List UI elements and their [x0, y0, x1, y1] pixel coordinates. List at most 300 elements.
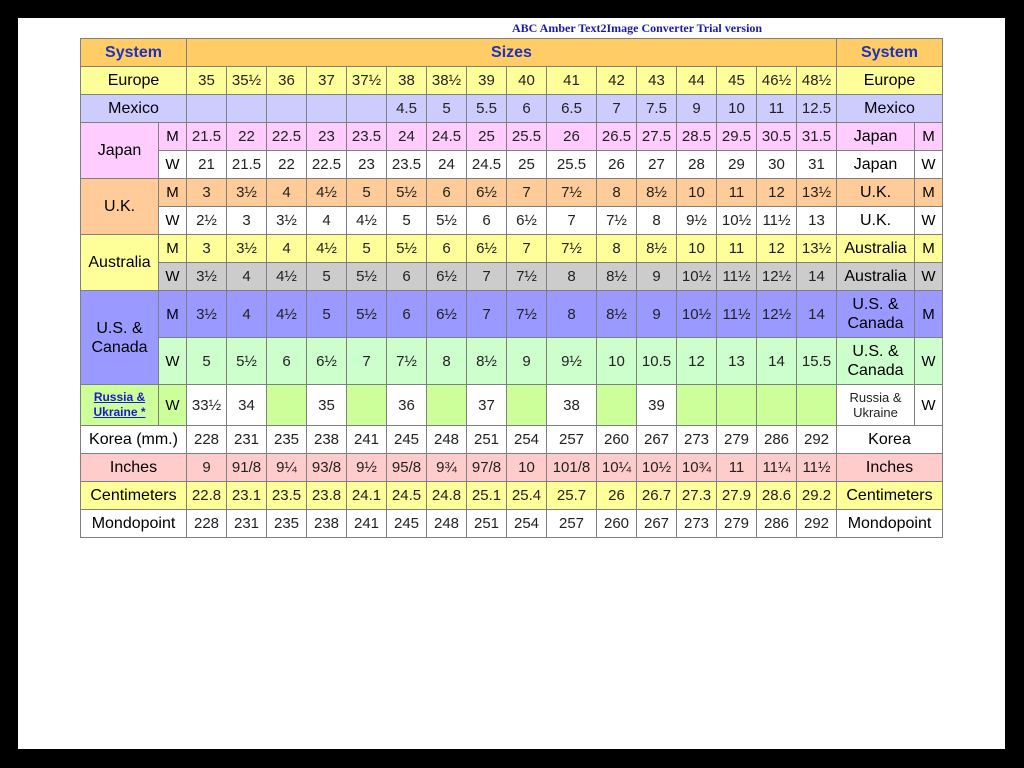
size-cell: 22.5 — [307, 151, 347, 179]
size-cell — [597, 385, 637, 426]
size-cell: 3½ — [227, 179, 267, 207]
size-cell: 286 — [757, 510, 797, 538]
size-cell: 40 — [507, 67, 547, 95]
size-cell: 267 — [637, 510, 677, 538]
size-cell: 10 — [677, 235, 717, 263]
size-cell: 39 — [637, 385, 677, 426]
table-row — [81, 385, 943, 426]
size-cell: 235 — [267, 510, 307, 538]
size-cell: 8 — [547, 291, 597, 338]
size-cell: 11 — [757, 95, 797, 123]
size-cell: 25.5 — [507, 123, 547, 151]
size-cell: 26.7 — [637, 482, 677, 510]
size-cell: 7½ — [387, 338, 427, 385]
size-cell: 25.4 — [507, 482, 547, 510]
size-cell — [677, 385, 717, 426]
size-cell — [717, 385, 757, 426]
size-cell: 11¼ — [757, 454, 797, 482]
gender-mark-m-right: M — [915, 235, 943, 263]
size-cell: 260 — [597, 426, 637, 454]
size-cell: 251 — [467, 426, 507, 454]
size-cell: 8½ — [637, 235, 677, 263]
row-label-mexico-right: Mexico — [837, 95, 943, 123]
size-cell: 279 — [717, 426, 757, 454]
size-cell: 44 — [677, 67, 717, 95]
size-cell: 228 — [187, 510, 227, 538]
size-cell: 6 — [507, 95, 547, 123]
size-cell: 254 — [507, 426, 547, 454]
row-label-europe-right: Europe — [837, 67, 943, 95]
size-cell: 5½ — [227, 338, 267, 385]
size-cell: 251 — [467, 510, 507, 538]
size-cell: 35 — [307, 385, 347, 426]
size-cell: 8½ — [637, 179, 677, 207]
size-cell: 26.5 — [597, 123, 637, 151]
size-cell: 7 — [507, 179, 547, 207]
size-cell — [507, 385, 547, 426]
size-cell: 5½ — [387, 179, 427, 207]
size-cell: 39 — [467, 67, 507, 95]
size-cell: 33½ — [187, 385, 227, 426]
size-cell: 10¾ — [677, 454, 717, 482]
size-cell: 31.5 — [797, 123, 837, 151]
size-cell: 3 — [187, 179, 227, 207]
row-label-uk-right: U.K. — [837, 207, 915, 235]
size-cell: 231 — [227, 510, 267, 538]
size-cell: 30.5 — [757, 123, 797, 151]
size-cell: 7 — [597, 95, 637, 123]
size-cell: 257 — [547, 426, 597, 454]
size-cell: 25 — [467, 123, 507, 151]
row-label-korea-right: Korea — [837, 426, 943, 454]
size-cell: 11 — [717, 235, 757, 263]
row-label-inches-right: Inches — [837, 454, 943, 482]
size-cell: 21.5 — [227, 151, 267, 179]
row-label-japan: Japan — [81, 123, 159, 179]
size-cell: 6½ — [507, 207, 547, 235]
size-cell: 5 — [307, 291, 347, 338]
size-cell: 13½ — [797, 235, 837, 263]
size-cell: 292 — [797, 510, 837, 538]
gender-mark-m: M — [159, 179, 187, 207]
size-cell: 7½ — [547, 179, 597, 207]
row-label-us-right: U.S. & Canada — [837, 338, 915, 385]
size-cell: 23 — [307, 123, 347, 151]
size-cell: 2½ — [187, 207, 227, 235]
size-cell: 93/8 — [307, 454, 347, 482]
size-cell: 37 — [467, 385, 507, 426]
table-row — [81, 39, 943, 67]
size-cell: 5½ — [427, 207, 467, 235]
size-cell: 5 — [347, 235, 387, 263]
size-cell: 6 — [387, 263, 427, 291]
size-cell: 12.5 — [797, 95, 837, 123]
size-cell: 24.5 — [387, 482, 427, 510]
size-cell: 24 — [427, 151, 467, 179]
size-cell: 9 — [677, 95, 717, 123]
size-cell: 14 — [797, 291, 837, 338]
size-cell: 12 — [757, 179, 797, 207]
gender-mark-w-right: W — [915, 207, 943, 235]
size-cell: 28 — [677, 151, 717, 179]
size-cell: 26 — [597, 482, 637, 510]
size-cell: 91/8 — [227, 454, 267, 482]
size-cell: 13 — [717, 338, 757, 385]
size-cell: 7½ — [547, 235, 597, 263]
table-row — [81, 510, 943, 538]
size-cell — [267, 385, 307, 426]
size-cell: 24.8 — [427, 482, 467, 510]
row-label-korea: Korea (mm.) — [81, 426, 187, 454]
size-cell: 11½ — [717, 263, 757, 291]
size-cell: 23.8 — [307, 482, 347, 510]
size-cell: 5 — [187, 338, 227, 385]
size-cell: 6 — [427, 235, 467, 263]
size-cell: 37 — [307, 67, 347, 95]
size-cell: 28.6 — [757, 482, 797, 510]
row-label-mexico: Mexico — [81, 95, 187, 123]
size-cell: 5½ — [387, 235, 427, 263]
size-cell: 3½ — [227, 235, 267, 263]
size-cell: 5 — [387, 207, 427, 235]
row-label-mondopoint: Mondopoint — [81, 510, 187, 538]
size-cell: 9½ — [547, 338, 597, 385]
size-cell: 7½ — [507, 291, 547, 338]
header-sizes: Sizes — [187, 39, 837, 67]
size-cell: 24.1 — [347, 482, 387, 510]
size-cell: 4½ — [267, 263, 307, 291]
row-label-uk-right: U.K. — [837, 179, 915, 207]
size-cell: 10 — [717, 95, 757, 123]
size-cell: 101/8 — [547, 454, 597, 482]
size-cell: 12 — [677, 338, 717, 385]
size-cell: 22.8 — [187, 482, 227, 510]
size-cell: 4 — [307, 207, 347, 235]
row-label-us-right: U.S. & Canada — [837, 291, 915, 338]
row-label-us: U.S. & Canada — [81, 291, 159, 385]
table-row — [81, 123, 943, 151]
size-cell: 8½ — [467, 338, 507, 385]
size-cell: 11 — [717, 454, 757, 482]
size-cell: 26 — [547, 123, 597, 151]
size-cell: 22 — [267, 151, 307, 179]
size-cell: 36 — [267, 67, 307, 95]
size-cell: 9¼ — [267, 454, 307, 482]
size-cell: 4½ — [307, 179, 347, 207]
row-label-europe: Europe — [81, 67, 187, 95]
table-row — [81, 95, 943, 123]
gender-mark-w-right: W — [915, 385, 943, 426]
size-cell: 6 — [467, 207, 507, 235]
size-cell: 5 — [307, 263, 347, 291]
size-cell: 238 — [307, 510, 347, 538]
table-row — [81, 179, 943, 207]
gender-mark-w: W — [159, 151, 187, 179]
table-row — [81, 67, 943, 95]
size-cell: 12½ — [757, 263, 797, 291]
size-cell: 13½ — [797, 179, 837, 207]
size-cell: 45 — [717, 67, 757, 95]
size-cell: 29 — [717, 151, 757, 179]
size-cell: 5½ — [347, 263, 387, 291]
size-cell: 8 — [637, 207, 677, 235]
size-cell: 27.5 — [637, 123, 677, 151]
gender-mark-w: W — [159, 207, 187, 235]
size-cell: 9 — [637, 291, 677, 338]
size-cell: 21 — [187, 151, 227, 179]
size-cell: 267 — [637, 426, 677, 454]
size-cell: 5 — [347, 179, 387, 207]
row-label-mondopoint-right: Mondopoint — [837, 510, 943, 538]
size-cell: 11½ — [797, 454, 837, 482]
size-cell: 4 — [267, 235, 307, 263]
size-cell: 7 — [547, 207, 597, 235]
size-cell — [427, 385, 467, 426]
table-row — [81, 426, 943, 454]
size-cell: 11½ — [717, 291, 757, 338]
size-cell: 38 — [387, 67, 427, 95]
size-cell: 9 — [187, 454, 227, 482]
size-cell: 24 — [387, 123, 427, 151]
size-cell: 29.2 — [797, 482, 837, 510]
size-cell: 27 — [637, 151, 677, 179]
size-cell: 95/8 — [387, 454, 427, 482]
gender-mark-m-right: M — [915, 291, 943, 338]
size-cell: 48½ — [797, 67, 837, 95]
size-cell: 34 — [227, 385, 267, 426]
size-cell: 25.5 — [547, 151, 597, 179]
size-cell: 8 — [597, 179, 637, 207]
size-cell: 36 — [387, 385, 427, 426]
size-cell: 25.7 — [547, 482, 597, 510]
size-cell: 23.5 — [267, 482, 307, 510]
size-cell: 7 — [467, 263, 507, 291]
size-cell: 5.5 — [467, 95, 507, 123]
size-cell: 6½ — [427, 263, 467, 291]
size-cell: 11 — [717, 179, 757, 207]
size-cell: 38 — [547, 385, 597, 426]
row-label-japan-right: Japan — [837, 123, 915, 151]
size-cell: 245 — [387, 426, 427, 454]
size-cell — [757, 385, 797, 426]
size-cell: 37½ — [347, 67, 387, 95]
size-cell: 41 — [547, 67, 597, 95]
size-cell: 3½ — [267, 207, 307, 235]
gender-mark-w: W — [159, 385, 187, 426]
gender-mark-m: M — [159, 291, 187, 338]
table-row — [81, 207, 943, 235]
size-cell: 13 — [797, 207, 837, 235]
size-cell: 3 — [187, 235, 227, 263]
gender-mark-w-right: W — [915, 338, 943, 385]
size-cell: 8 — [547, 263, 597, 291]
size-cell: 292 — [797, 426, 837, 454]
row-label-inches: Inches — [81, 454, 187, 482]
size-cell: 4½ — [307, 235, 347, 263]
size-cell: 7.5 — [637, 95, 677, 123]
size-cell: 6½ — [467, 179, 507, 207]
size-cell: 260 — [597, 510, 637, 538]
size-cell: 14 — [797, 263, 837, 291]
size-cell: 8 — [597, 235, 637, 263]
gender-mark-m-right: M — [915, 179, 943, 207]
size-cell: 6½ — [307, 338, 347, 385]
size-cell: 14 — [757, 338, 797, 385]
size-cell: 35½ — [227, 67, 267, 95]
table-row — [81, 263, 943, 291]
size-cell: 9 — [637, 263, 677, 291]
size-cell: 10 — [677, 179, 717, 207]
size-cell: 97/8 — [467, 454, 507, 482]
size-cell: 30 — [757, 151, 797, 179]
watermark-text: ABC Amber Text2Image Converter Trial version — [512, 21, 763, 35]
row-label-japan-right: Japan — [837, 151, 915, 179]
row-label-uk: U.K. — [81, 179, 159, 235]
size-cell: 23 — [347, 151, 387, 179]
size-cell: 5 — [427, 95, 467, 123]
size-cell: 10½ — [677, 291, 717, 338]
size-cell: 22 — [227, 123, 267, 151]
header-system-left: System — [81, 39, 187, 67]
table-row — [81, 235, 943, 263]
size-cell: 4 — [227, 263, 267, 291]
size-cell — [267, 95, 307, 123]
size-cell — [347, 385, 387, 426]
size-cell: 273 — [677, 510, 717, 538]
size-cell: 4 — [227, 291, 267, 338]
header-system-right: System — [837, 39, 943, 67]
size-cell: 22.5 — [267, 123, 307, 151]
row-label-centimeters-right: Centimeters — [837, 482, 943, 510]
shoe-size-table — [80, 38, 943, 538]
row-label-australia: Australia — [81, 235, 159, 291]
size-cell: 241 — [347, 426, 387, 454]
gender-mark-w-right: W — [915, 151, 943, 179]
table-row — [81, 291, 943, 338]
size-cell: 9¾ — [427, 454, 467, 482]
size-cell: 6.5 — [547, 95, 597, 123]
row-label-russia-right: Russia & Ukraine — [837, 385, 915, 426]
gender-mark-m: M — [159, 123, 187, 151]
size-cell: 10½ — [637, 454, 677, 482]
size-cell: 35 — [187, 67, 227, 95]
size-cell: 279 — [717, 510, 757, 538]
size-cell: 10.5 — [637, 338, 677, 385]
row-label-centimeters: Centimeters — [81, 482, 187, 510]
size-cell: 28.5 — [677, 123, 717, 151]
size-cell: 21.5 — [187, 123, 227, 151]
size-cell — [797, 385, 837, 426]
size-cell: 10½ — [717, 207, 757, 235]
size-cell: 10 — [597, 338, 637, 385]
gender-mark-w-right: W — [915, 263, 943, 291]
size-cell: 26 — [597, 151, 637, 179]
size-cell: 27.3 — [677, 482, 717, 510]
size-cell: 23.1 — [227, 482, 267, 510]
size-cell: 25 — [507, 151, 547, 179]
size-cell: 25.1 — [467, 482, 507, 510]
size-cell: 228 — [187, 426, 227, 454]
row-label-australia-right: Australia — [837, 235, 915, 263]
size-cell: 3½ — [187, 291, 227, 338]
size-cell: 8½ — [597, 263, 637, 291]
size-cell: 4.5 — [387, 95, 427, 123]
size-cell: 235 — [267, 426, 307, 454]
size-cell: 7½ — [507, 263, 547, 291]
row-label-australia-right: Australia — [837, 263, 915, 291]
size-cell: 238 — [307, 426, 347, 454]
size-cell: 10½ — [677, 263, 717, 291]
size-cell — [187, 95, 227, 123]
size-cell: 231 — [227, 426, 267, 454]
size-cell: 24.5 — [427, 123, 467, 151]
size-cell: 7 — [507, 235, 547, 263]
table-row — [81, 454, 943, 482]
table-row — [81, 482, 943, 510]
size-cell — [307, 95, 347, 123]
size-cell: 7½ — [597, 207, 637, 235]
size-cell: 4 — [267, 179, 307, 207]
size-cell: 12 — [757, 235, 797, 263]
size-cell: 6½ — [467, 235, 507, 263]
table-row — [81, 338, 943, 385]
size-cell: 273 — [677, 426, 717, 454]
size-cell: 248 — [427, 426, 467, 454]
gender-mark-w: W — [159, 263, 187, 291]
table-row — [81, 151, 943, 179]
size-cell: 254 — [507, 510, 547, 538]
size-cell: 23.5 — [347, 123, 387, 151]
size-cell: 6 — [387, 291, 427, 338]
size-cell: 8½ — [597, 291, 637, 338]
size-cell: 9½ — [677, 207, 717, 235]
size-cell: 15.5 — [797, 338, 837, 385]
size-cell: 7 — [467, 291, 507, 338]
size-cell — [347, 95, 387, 123]
size-cell: 8 — [427, 338, 467, 385]
size-cell: 24.5 — [467, 151, 507, 179]
size-cell: 257 — [547, 510, 597, 538]
size-cell: 245 — [387, 510, 427, 538]
size-cell: 248 — [427, 510, 467, 538]
size-cell: 9½ — [347, 454, 387, 482]
size-cell: 3 — [227, 207, 267, 235]
size-cell: 12½ — [757, 291, 797, 338]
size-cell: 5½ — [347, 291, 387, 338]
size-cell: 29.5 — [717, 123, 757, 151]
size-cell: 6 — [267, 338, 307, 385]
size-cell: 4½ — [347, 207, 387, 235]
size-cell: 6 — [427, 179, 467, 207]
size-cell: 27.9 — [717, 482, 757, 510]
size-cell: 43 — [637, 67, 677, 95]
size-cell: 9 — [507, 338, 547, 385]
size-cell: 241 — [347, 510, 387, 538]
size-cell: 38½ — [427, 67, 467, 95]
size-cell — [227, 95, 267, 123]
gender-mark-m-right: M — [915, 123, 943, 151]
gender-mark-w: W — [159, 338, 187, 385]
size-cell: 10¼ — [597, 454, 637, 482]
russia-ukraine-link[interactable]: Russia & Ukraine * — [81, 385, 159, 426]
size-cell: 3½ — [187, 263, 227, 291]
size-cell: 31 — [797, 151, 837, 179]
size-cell: 286 — [757, 426, 797, 454]
size-cell: 7 — [347, 338, 387, 385]
size-cell: 23.5 — [387, 151, 427, 179]
size-cell: 46½ — [757, 67, 797, 95]
gender-mark-m: M — [159, 235, 187, 263]
